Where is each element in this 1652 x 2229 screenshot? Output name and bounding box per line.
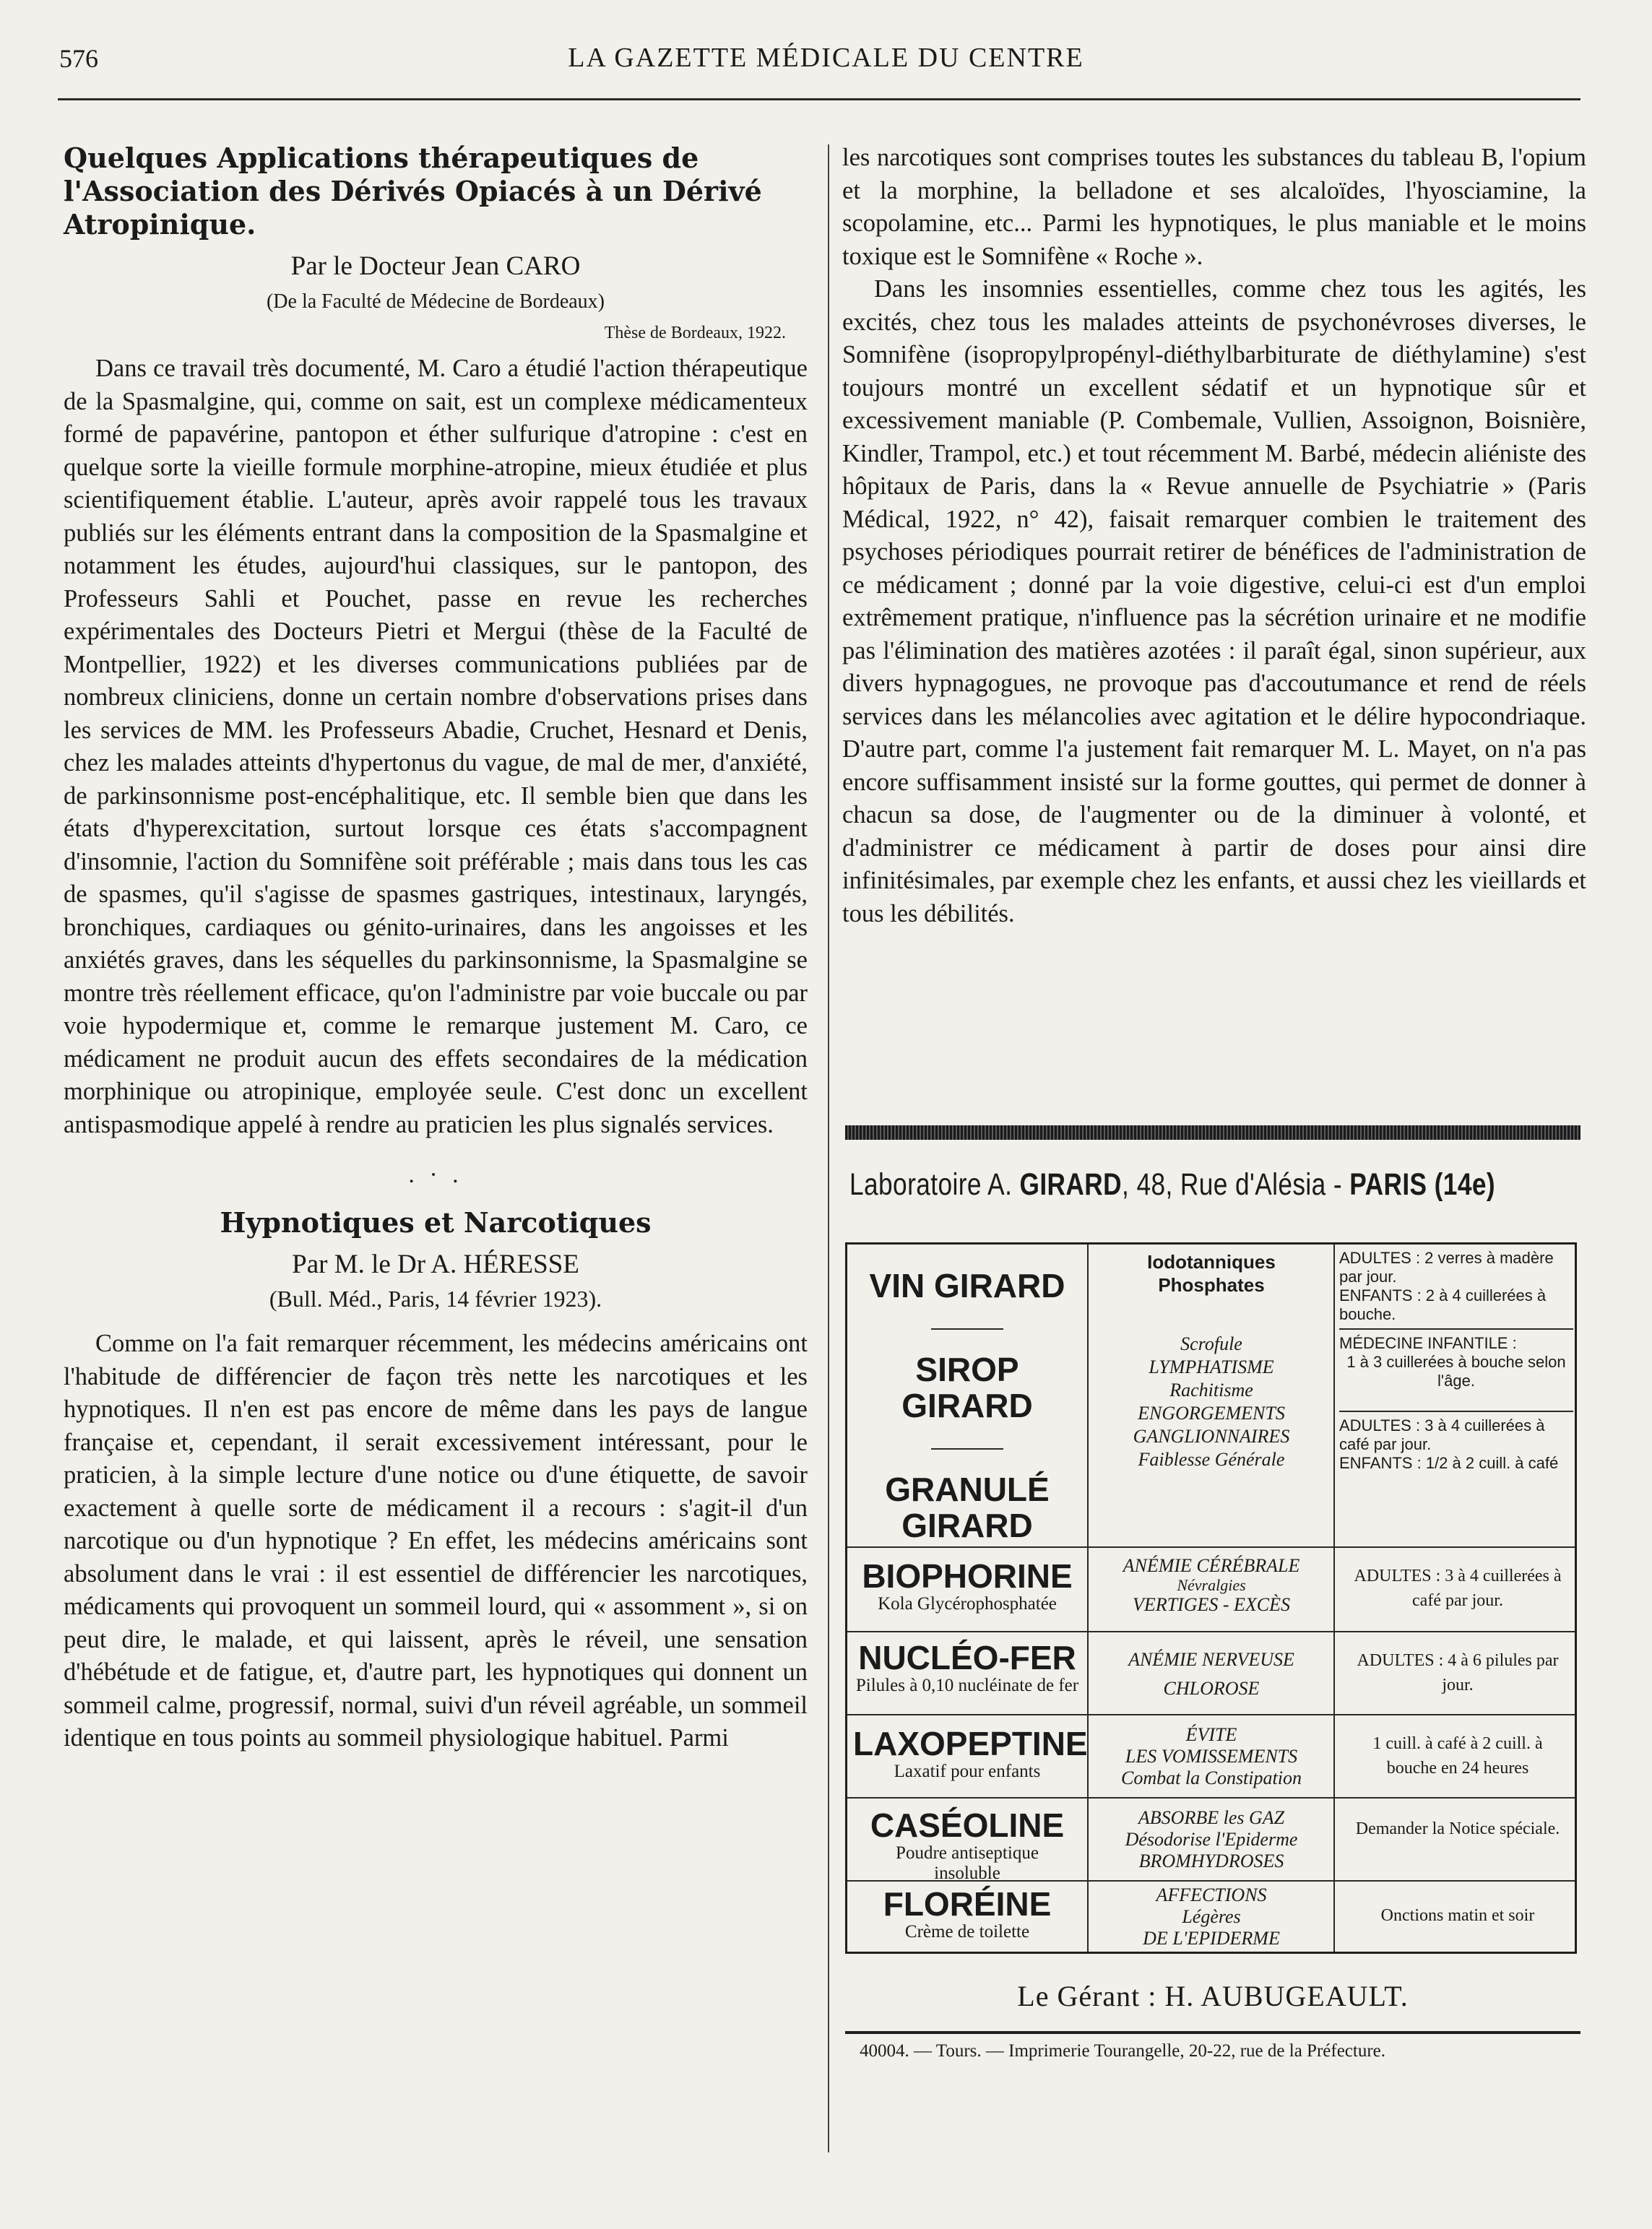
table-row [847, 1546, 1575, 1632]
article1-affiliation: (De la Faculté de Médecine de Bordeaux) [266, 290, 605, 313]
article2-body-right-1: les narcotiques sont comprises toutes les substances du tableau B, l'opium et la morphine, la belladone et ses alcaloïdes, l'hyosciamine, la scopolamine, etc... Parmi les hypnotiques, le plus maniable et le moins toxique est le Somnifène « Roche ». [842, 144, 1586, 270]
indication: ANÉMIE CÉRÉBRALE [1123, 1555, 1300, 1576]
indication: ANÉMIE NERVEUSE [1128, 1649, 1294, 1670]
indication: Névralgies [1177, 1576, 1246, 1594]
dosage: ENFANTS : 2 à 4 cuillerées à bouche. [1339, 1286, 1547, 1323]
table-row [847, 1797, 1575, 1882]
dosage: 1 à 3 cuillerées à bouche selon l'âge. [1346, 1353, 1566, 1390]
article2-title: Hypnotiques et Narcotiques [220, 1206, 652, 1239]
product-description: Kola Glycérophosphatée [878, 1594, 1057, 1614]
printer-imprint: 40004. — Tours. — Imprimerie Tourangelle, 20-22, rue de la Préfecture. [860, 2041, 1386, 2061]
indication: VERTIGES - EXCÈS [1132, 1594, 1291, 1615]
running-head: LA GAZETTE MÉDICALE DU CENTRE [568, 43, 1084, 73]
indication: ABSORBE les GAZ [1138, 1807, 1285, 1828]
product-name: GRANULÉ GIRARD [885, 1471, 1050, 1544]
dosage: MÉDECINE INFANTILE : [1339, 1334, 1517, 1352]
dosage: ADULTES : 2 verres à madère par jour. [1339, 1249, 1554, 1286]
product-name: SIROP GIRARD [901, 1351, 1033, 1424]
indication: GANGLIONNAIRES [1133, 1426, 1290, 1447]
advertisement-table [845, 1242, 1577, 1954]
dosage: Demander la Notice spéciale. [1355, 1819, 1560, 1838]
product-description: Crème de toilette [904, 1922, 1030, 1942]
product-name: VIN GIRARD [869, 1267, 1065, 1304]
article2-body-right-2: Dans les insomnies essentielles, comme chez tous les agités, les excités, chez tous les malades atteints de psychonévroses diverses, le Somnifène (isopropylpropényl-diéthylbarbiturate de diéthylamine) s'est toujours montré un excellent sédatif et un hypnotique sûr et excessivement maniable (P. Combemale, Vullien, Assoignon, Boisnière, Kindler, Trampol, etc.) et tout récemment M. Barbé, médecin aliéniste des hôpitaux de Paris, dans la « Revue annuelle de Psychiatrie » (Paris Médical, 1922, n° 42), faisait remarquer combien le traitement des psychoses périodiques pourrait retirer de bénéfices de l'administration de ce médicament ; donné par la voie digestive, celui-ci est d'un emploi extrêmement pratique, n'influence pas la sécrétion urinaire et ne modifie pas l'élimination des matières azotées : il paraît égal, sinon supérieur, aux divers hypnagogues, ne provoque pas d'accoutumance et rend de réels services dans les mélancolies avec agitation et le délire hypocondriaque. D'autre part, comme l'a justement fait remarquer M. L. Mayet, on n'a pas encore suffisamment insisté sur la forme gouttes, qui permet de donner à chacun sa dose, de l'augmenter ou de la diminuer à volonté, et d'administrer ce médicament à partir de doses pour ainsi dire infinitésimales, par exemple chez les enfants, et aussi chez les vieillards et tous les débilités. [842, 275, 1586, 927]
product-name: FLORÉINE [883, 1885, 1052, 1923]
indication: ÉVITE [1185, 1724, 1237, 1745]
advertisement-heading: Laboratoire A. GIRARD, 48, Rue d'Alésia - PARIS (14e) [849, 1167, 1496, 1202]
article2-body-left: Comme on l'a fait remarquer récemment, les médecins américains ont l'habitude de différencier de façon très nette les narcotiques et les hypnotiques. Il n'en est pas encore de même dans les pays de langue française et, cependant, il serait excessivement intéressant, pour le praticien, à la simple lecture d'une notice ou d'une étiquette, de savoir exactement à quelle sorte de médicament il a recours : s'agit-il d'un narcotique ou d'un hypnotique ? En effet, les médecins américains sont absolument dans le vrai : il est essentiel de différencier les narcotiques, médicaments qui provoquent un sommeil lourd, qui « assomment », si on peut dire, le malade, et qui laissent, après le réveil, une sensation d'hébétude et de fatigue, et, d'autre part, les hypnotiques qui donnent un sommeil calme, progressif, normal, suivi d'un réveil agréable, un sommeil identique en tous points au sommeil physiologique habituel. Parmi [64, 1330, 808, 1752]
article1-body: Dans ce travail très documenté, M. Caro a étudié l'action thérapeutique de la Spasmalgine, qui, comme on sait, est un complexe médicamenteux formé de papavérine, pantopon et éther sulfurique d'atropine : c'est en quelque sorte la vieille formule morphine-atropine, mieux étudiée et plus scientifiquement établie. L'auteur, après avoir rappelé tous les travaux publiés sur les éléments entrant dans la composition de la Spasmalgine et notamment les études, aujourd'hui classiques, sur le pantopon, des Professeurs Sahli et Pouchet, passe en revue les recherches expérimentales des Docteurs Pietri et Mergui (thèse de la Faculté de Montpellier, 1922) et les diverses communications publiées par de nombreux cliniciens, donne un certain nombre d'observations prises dans les services de MM. les Professeurs Abadie, Cruchet, Hesnard et Denis, chez les malades atteints d'hypertonus du vague, de mal de mer, d'anxiété, de parkinsonnisme post-encéphalitique, etc. Il semble bien que dans les états d'hyperexcitation, surtout lorsque ces états s'accompagnent d'insomnie, l'action du Somnifène soit préférable ; mais dans tous les cas de spasmes, qu'il s'agisse de spasmes gastriques, intestinaux, laryngés, bronchiques, cardiaques ou génito-urinaires, dans les angoisses et les anxiétés graves, dans les séquelles du parkinsonnisme, la Spasmalgine se montre très réellement efficace, qu'on l'administre par voie buccale ou par voie hypodermique et, comme le remarque justement M. Caro, ce médicament ne produit aucun des effets secondaires de la médication morphinique ou atropinique, employée seule. C'est donc un excellent antispasmodique appelé à rendre au praticien les plus signalés services. [64, 355, 808, 1138]
advertisement-band [845, 1125, 1580, 1140]
indication: Faiblesse Générale [1138, 1449, 1285, 1470]
product-description: Laxatif pour enfants [894, 1762, 1041, 1781]
indication: LYMPHATISME [1149, 1356, 1274, 1377]
article2-byline: Par M. le Dr A. HÉRESSE [292, 1250, 579, 1279]
table-row [847, 1714, 1575, 1799]
indication: LES VOMISSEMENTS [1125, 1746, 1298, 1767]
article1-byline: Par le Docteur Jean CARO [290, 251, 581, 281]
header-rule [58, 98, 1580, 100]
article2-source: (Bull. Méd., Paris, 14 février 1923). [269, 1286, 602, 1312]
page-number: 576 [59, 44, 98, 73]
product-name: LAXOPEPTINE [853, 1725, 1088, 1762]
indication: Légères [1182, 1906, 1241, 1927]
product-description: Poudre antiseptique insoluble [896, 1843, 1039, 1883]
indication: DE L'EPIDERME [1143, 1928, 1280, 1949]
indication: ENGORGEMENTS [1138, 1403, 1285, 1424]
indication: Rachitisme [1169, 1380, 1253, 1401]
product-name: BIOPHORINE [862, 1557, 1073, 1595]
dosage: Onctions matin et soir [1380, 1906, 1535, 1925]
product-description: Pilules à 0,10 nucléinate de fer [855, 1676, 1079, 1695]
indication: Combat la Constipation [1121, 1767, 1302, 1788]
article1-source: Thèse de Bordeaux, 1922. [604, 324, 786, 342]
dosage: ADULTES : 3 à 4 cuillerées à café par jour. [1339, 1416, 1545, 1453]
product-name: NUCLÉO-FER [858, 1639, 1076, 1676]
product-name: CASÉOLINE [870, 1806, 1065, 1844]
dosage: ENFANTS : 1/2 à 2 cuill. à café [1339, 1454, 1559, 1472]
indication: Désodorise l'Epiderme [1125, 1829, 1298, 1850]
imprint-rule [845, 2031, 1580, 2034]
composition: Iodotanniques Phosphates [1147, 1251, 1276, 1296]
column-divider [828, 144, 829, 2152]
table-row [847, 1631, 1575, 1715]
section-separator: . · . [408, 1161, 463, 1188]
girard-group [847, 1245, 1575, 1546]
left-column [64, 142, 808, 1755]
indication: Scrofule [1180, 1333, 1242, 1354]
article1-title: Quelques Applications thérapeutiques de l'Association des Dérivés Opiacés à un Dérivé Atropinique. [64, 142, 762, 241]
table-row [847, 1880, 1575, 1953]
dosage: 1 cuill. à café à 2 cuill. à bouche en 24 heures [1372, 1734, 1543, 1778]
indication: AFFECTIONS [1156, 1884, 1267, 1905]
dosage: ADULTES : 4 à 6 pilules par jour. [1357, 1651, 1559, 1695]
indication: CHLOROSE [1163, 1678, 1260, 1699]
gerant-signature: Le Gérant : H. AUBUGEAULT. [1017, 1980, 1409, 2012]
dosage: ADULTES : 3 à 4 cuillerées à café par jour. [1354, 1567, 1562, 1610]
right-column [842, 142, 1586, 930]
indication: BROMHYDROSES [1138, 1851, 1284, 1871]
